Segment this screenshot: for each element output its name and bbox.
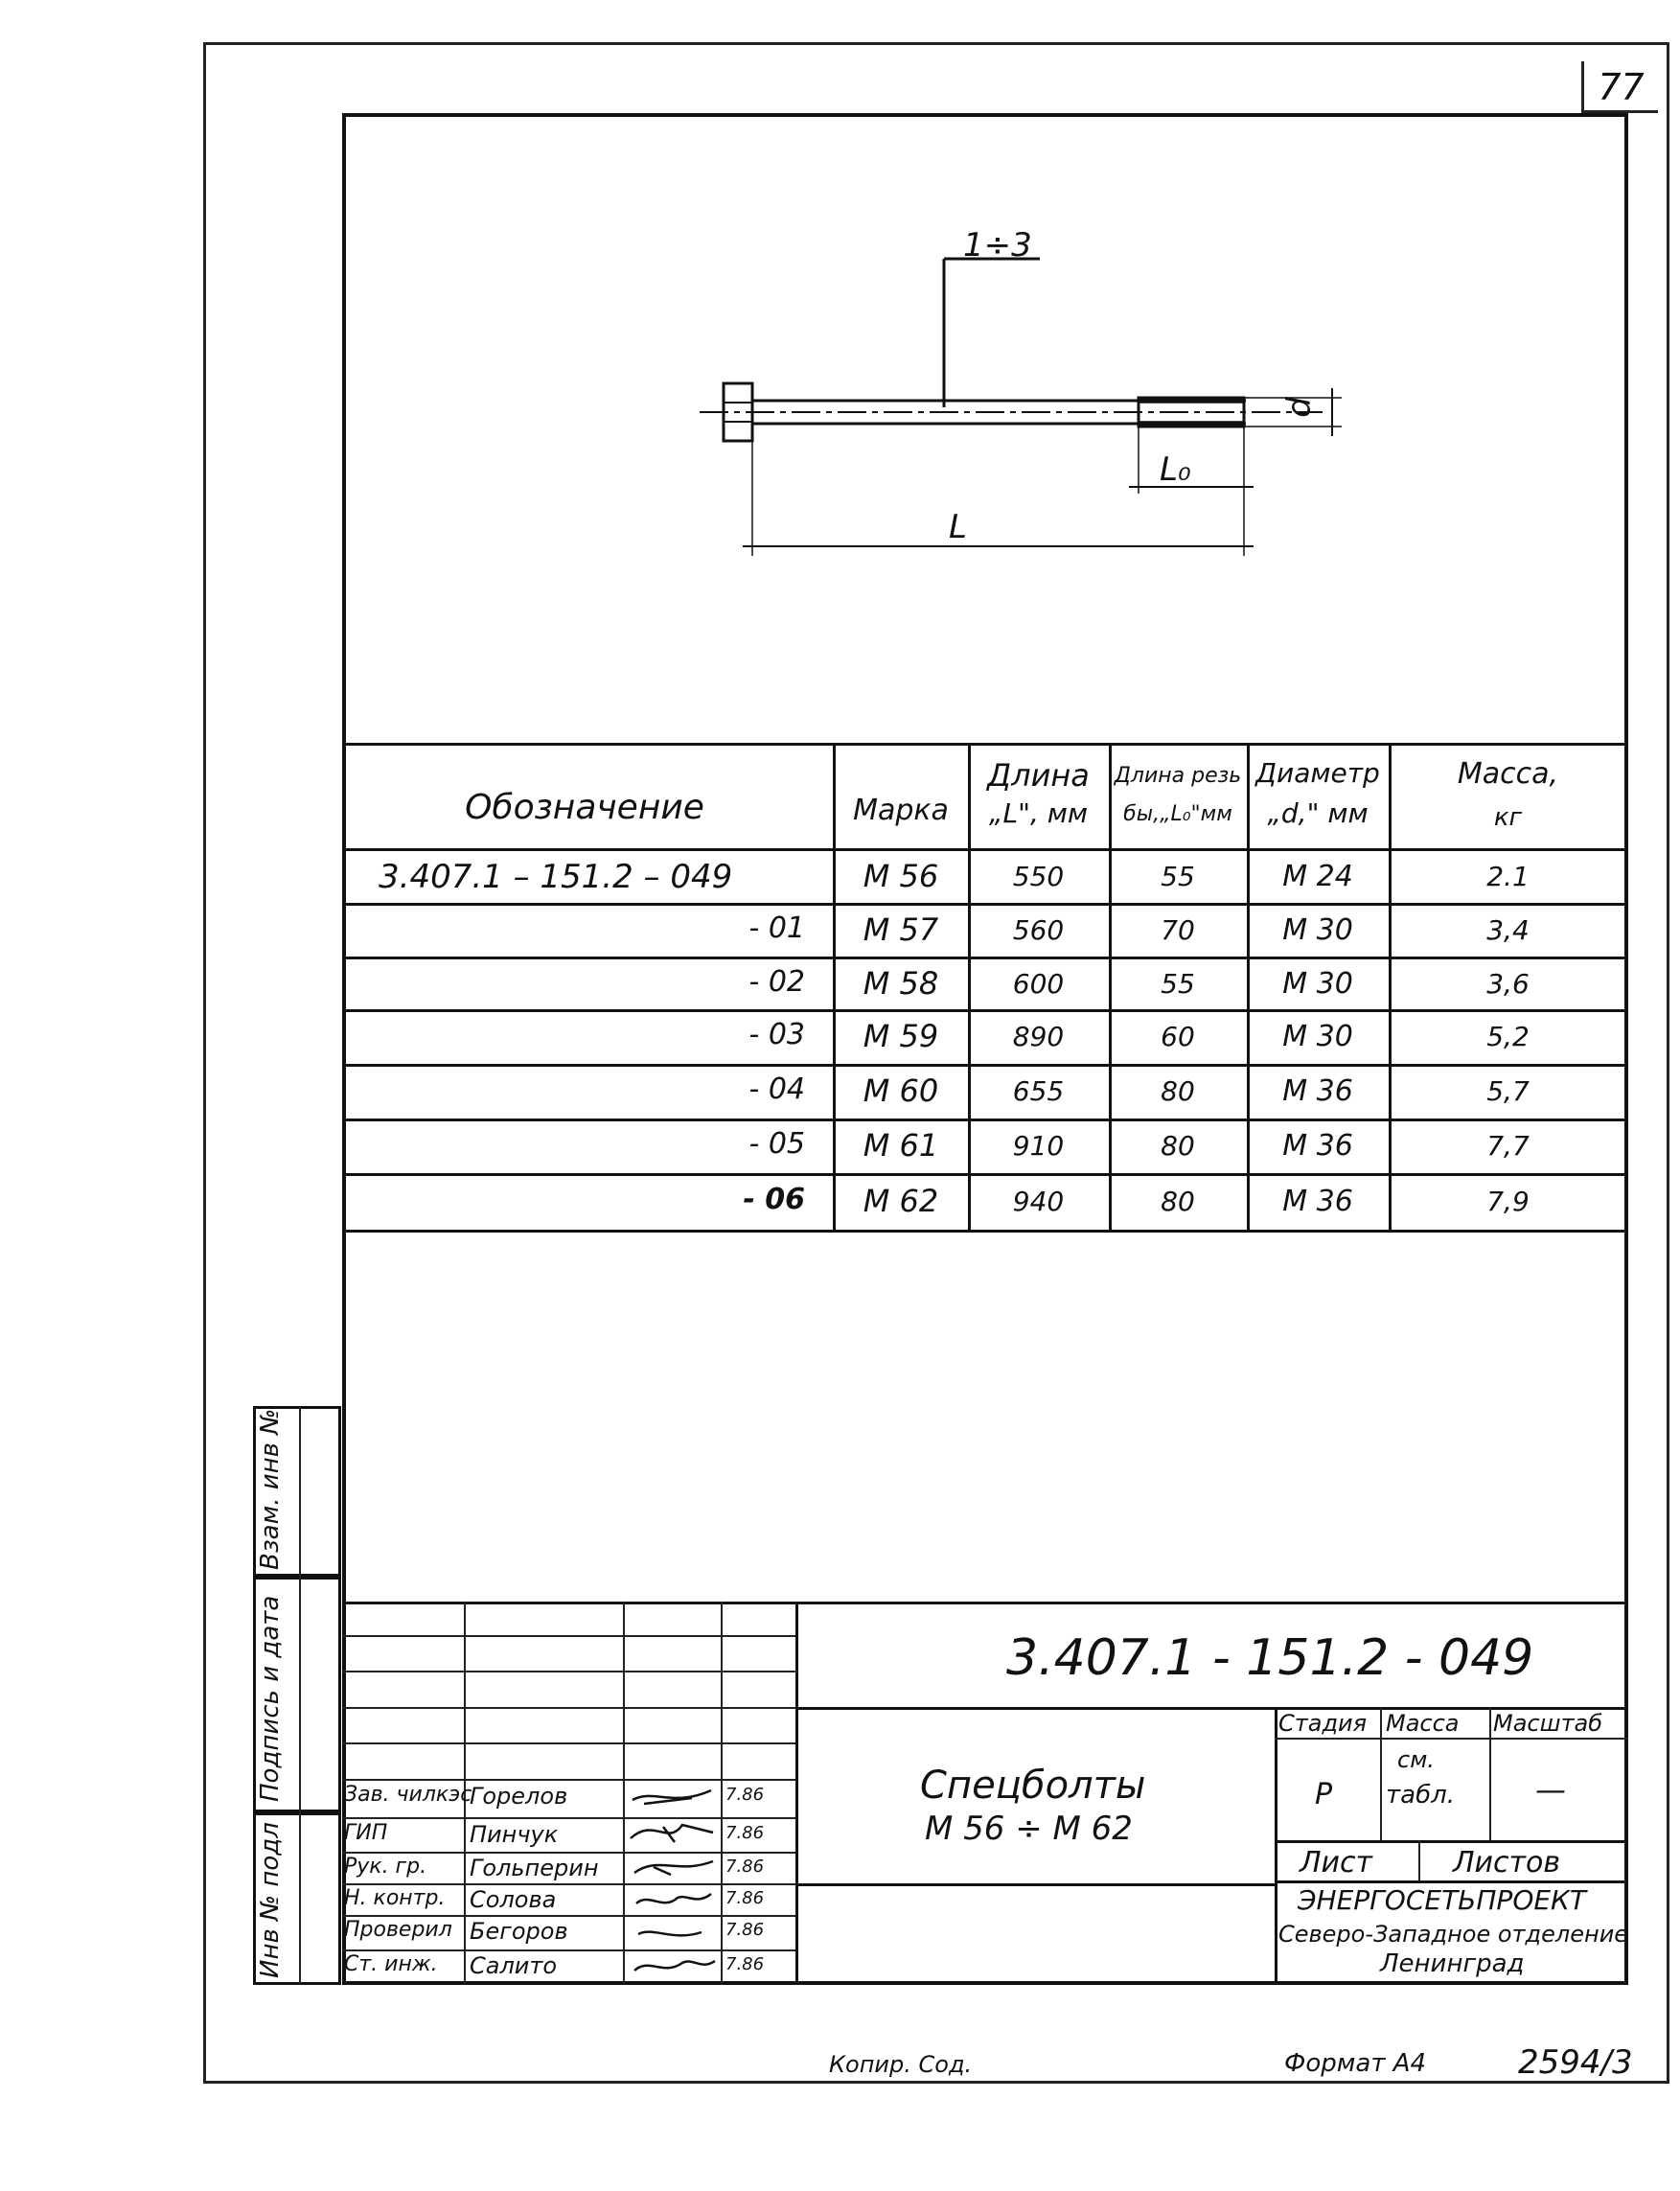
staff-date: 7.86 <box>725 1857 765 1877</box>
staff-name: Бегоров <box>470 1918 568 1945</box>
row-designation: - 02 <box>748 965 805 999</box>
staff-name: Гольперин <box>470 1855 599 1881</box>
organization-city: Ленинград <box>1380 1949 1525 1978</box>
staff-name: Пинчук <box>470 1821 559 1848</box>
row-mark: М 58 <box>863 965 939 1002</box>
header-length-1: Длина <box>987 757 1090 794</box>
footer-copied: Копир. Сод. <box>829 2051 973 2078</box>
row-designation: - 04 <box>748 1072 805 1106</box>
dimension-lo-label: L₀ <box>1160 450 1191 489</box>
row-diameter: М 36 <box>1282 1185 1353 1218</box>
row-length: 600 <box>1012 968 1065 1000</box>
staff-role: Проверил <box>344 1918 452 1942</box>
row-designation: - 01 <box>748 911 805 945</box>
row-designation: - 05 <box>748 1127 805 1161</box>
header-mark: Марка <box>853 794 949 827</box>
organization-branch: Северо-Западное отделение <box>1278 1921 1629 1948</box>
row-designation: - 03 <box>748 1018 805 1051</box>
row-thread: 80 <box>1161 1130 1195 1162</box>
drawing-subtitle: М 56 ÷ М 62 <box>925 1810 1133 1848</box>
header-length-2: „L", мм <box>988 797 1089 829</box>
row-thread: 80 <box>1161 1186 1195 1217</box>
row-length: 910 <box>1012 1130 1065 1162</box>
staff-date: 7.86 <box>725 1888 765 1908</box>
row-diameter: М 36 <box>1282 1074 1353 1108</box>
staff-role: ГИП <box>344 1821 388 1845</box>
row-mass: 3,6 <box>1486 968 1530 1000</box>
staff-role: Ст. инж. <box>344 1952 438 1976</box>
stage-value: Р <box>1315 1778 1333 1811</box>
sheet-label: Лист <box>1300 1846 1373 1880</box>
header-thread-1: Длина резь <box>1114 764 1242 788</box>
mass-label: Масса <box>1386 1710 1460 1737</box>
row-diameter: М 24 <box>1282 860 1353 893</box>
row-length: 890 <box>1012 1021 1065 1052</box>
signature-scribbles <box>625 1779 719 1984</box>
header-mass-2: кг <box>1493 803 1523 832</box>
row-length: 550 <box>1012 861 1065 892</box>
header-thread-2: бы,„L₀"мм <box>1123 802 1232 826</box>
row-length: 560 <box>1012 914 1065 946</box>
header-mass-1: Масса, <box>1457 757 1559 791</box>
row-thread: 80 <box>1161 1075 1195 1107</box>
row-mark: М 59 <box>863 1018 939 1054</box>
footer-format: Формат А4 <box>1284 2049 1427 2078</box>
row-mass: 2.1 <box>1486 861 1530 892</box>
row-diameter: М 36 <box>1282 1129 1353 1163</box>
staff-role: Зав. чилкэс <box>344 1783 472 1807</box>
side-label-exchange: Взам. инв № <box>256 1408 285 1570</box>
mass-value-1: см. <box>1397 1746 1435 1773</box>
header-designation: Обозначение <box>465 788 704 827</box>
row-length: 655 <box>1012 1075 1065 1107</box>
side-label-signature: Подпись и дата <box>256 1595 285 1802</box>
row-thread: 55 <box>1161 861 1195 892</box>
bolt-drawing <box>671 220 1380 585</box>
row-mark: М 57 <box>863 911 939 948</box>
callout-label: 1÷3 <box>963 226 1032 265</box>
row-diameter: М 30 <box>1282 913 1353 947</box>
header-diameter-1: Диаметр <box>1255 757 1380 789</box>
row-mass: 3,4 <box>1486 914 1530 946</box>
dimension-d-label: d <box>1279 397 1319 418</box>
staff-date: 7.86 <box>725 1785 765 1805</box>
sheets-label: Листов <box>1453 1846 1561 1880</box>
scale-value: — <box>1535 1771 1566 1808</box>
organization-name: ЭНЕРГОСЕТЬПРОЕКТ <box>1298 1884 1587 1916</box>
row-thread: 55 <box>1161 968 1195 1000</box>
row-mark: М 60 <box>863 1072 939 1109</box>
row-designation: 3.407.1 – 151.2 – 049 <box>379 858 733 896</box>
mass-value-2: табл. <box>1386 1781 1455 1810</box>
staff-role: Н. контр. <box>344 1886 446 1910</box>
row-mass: 5,2 <box>1486 1021 1530 1052</box>
row-thread: 60 <box>1161 1021 1195 1052</box>
scale-label: Масштаб <box>1493 1710 1603 1737</box>
staff-date: 7.86 <box>725 1920 765 1940</box>
stage-label: Стадия <box>1278 1710 1368 1737</box>
row-thread: 70 <box>1161 914 1195 946</box>
staff-name: Солова <box>470 1886 557 1913</box>
row-diameter: М 30 <box>1282 967 1353 1001</box>
sheet-number: 77 <box>1581 61 1658 113</box>
row-designation: - 06 <box>743 1183 805 1216</box>
staff-name: Горелов <box>470 1783 568 1810</box>
row-mark: М 61 <box>863 1127 939 1164</box>
staff-role: Рук. гр. <box>344 1855 427 1879</box>
row-mark: М 62 <box>863 1183 939 1219</box>
header-diameter-2: „d," мм <box>1267 797 1369 829</box>
row-mark: М 56 <box>863 858 939 894</box>
staff-name: Салито <box>470 1952 558 1979</box>
drawing-title: Спецболты <box>920 1764 1146 1808</box>
row-mass: 7,9 <box>1486 1186 1530 1217</box>
document-code: 3.407.1 - 151.2 - 049 <box>1006 1629 1534 1687</box>
side-label-inventory: Инв № подл <box>256 1822 285 1978</box>
footer-archive-number: 2594/3 <box>1518 2043 1633 2082</box>
staff-date: 7.86 <box>725 1823 765 1843</box>
row-mass: 5,7 <box>1486 1075 1530 1107</box>
dimension-l-label: L <box>949 508 967 546</box>
row-length: 940 <box>1012 1186 1065 1217</box>
row-mass: 7,7 <box>1486 1130 1530 1162</box>
staff-date: 7.86 <box>725 1954 765 1974</box>
row-diameter: М 30 <box>1282 1020 1353 1053</box>
